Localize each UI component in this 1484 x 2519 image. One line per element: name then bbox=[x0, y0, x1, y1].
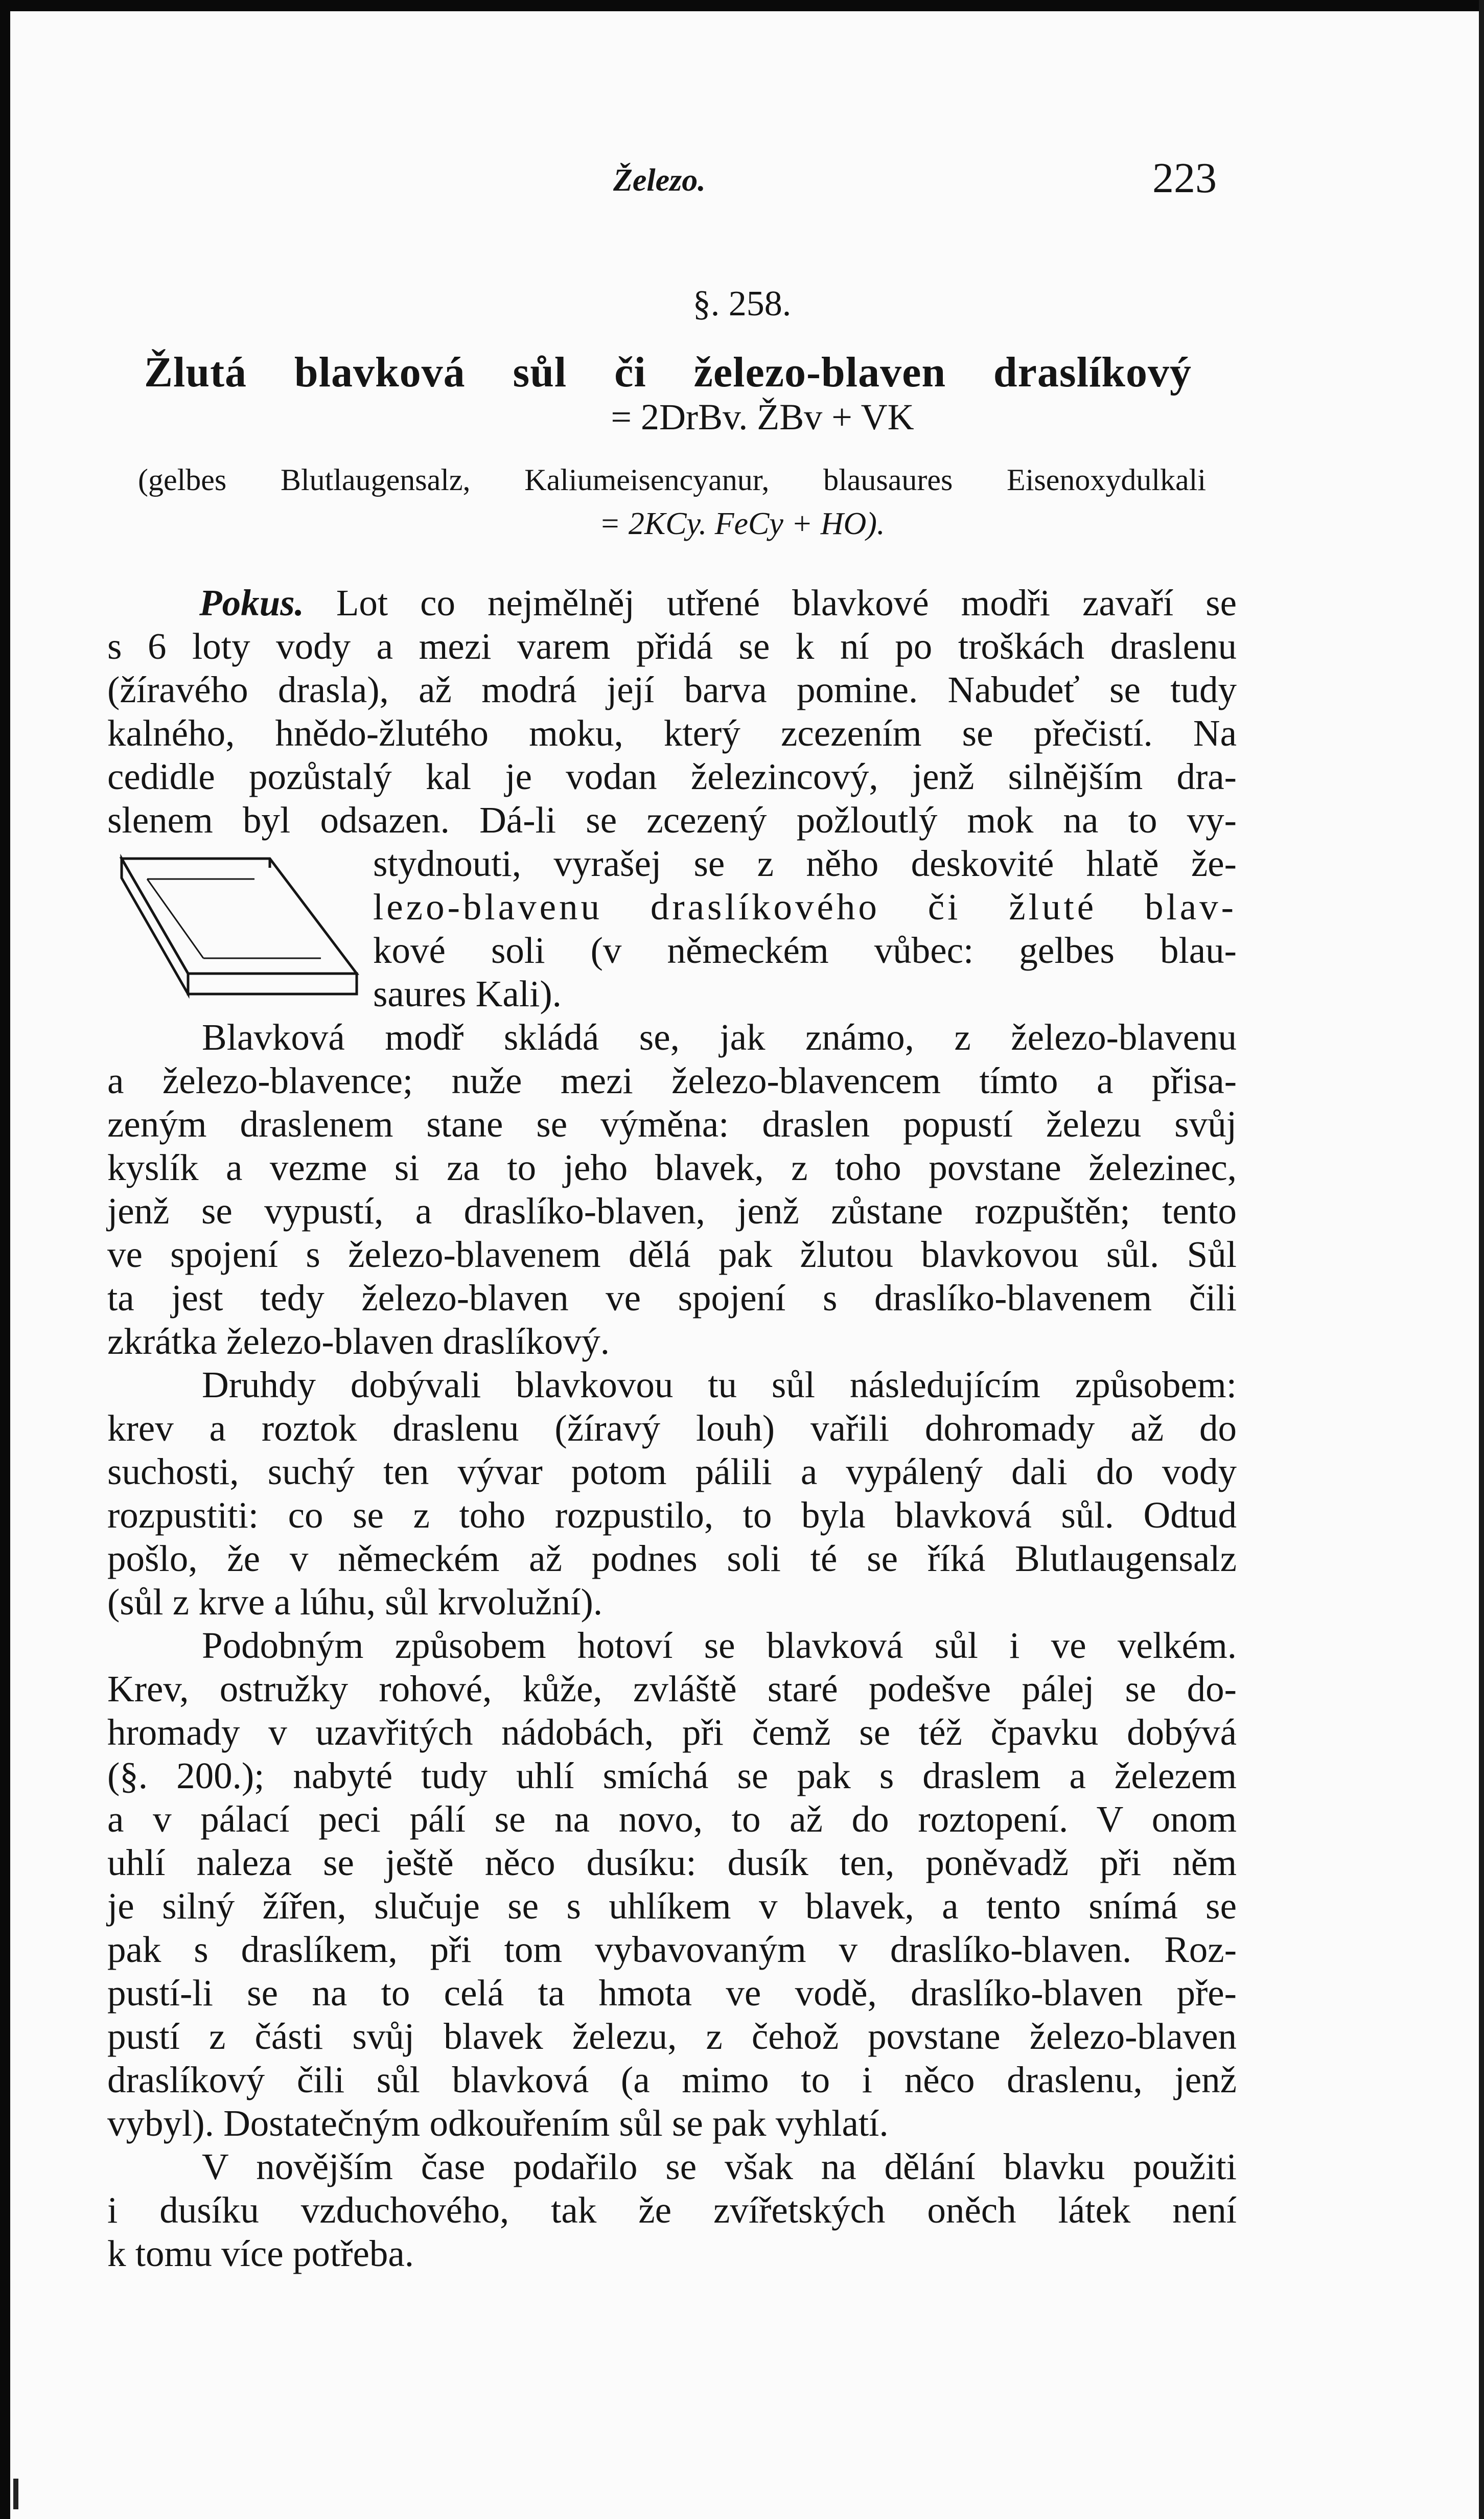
paragraph-2-line-6: ve spojení s železo-blavenem dělá pak žlutou blavkovou sůl. Sůl bbox=[107, 1234, 1237, 1275]
section-title: Žlutá blavková sůl či železo-blaven draslíkový bbox=[144, 349, 1192, 396]
paragraph-3-line-6: (sůl z krve a lúhu, sůl krvolužní). bbox=[107, 1581, 603, 1623]
paragraph-4-line-5: a v pálací peci pálí se na novo, to až do roztopení. V onom bbox=[107, 1798, 1237, 1840]
paragraph-2-line-7: ta jest tedy železo-blaven ve spojení s draslíko-blavenem čili bbox=[107, 1277, 1237, 1319]
paragraph-2-line-8: zkrátka železo-blaven draslíkový. bbox=[107, 1321, 610, 1362]
scan-corner-mark bbox=[13, 2479, 18, 2509]
paragraph-1-line-10: saures Kali). bbox=[373, 973, 562, 1014]
paragraph-3-line-3: suchosti, suchý ten vývar potom pálili a vypálený dali do vody bbox=[107, 1451, 1237, 1492]
paragraph-4-line-12: vybyl). Dostatečným odkouřením sůl se pak vyhlatí. bbox=[107, 2102, 889, 2144]
paragraph-4-line-1: Podobným způsobem hotoví se blavková sůl i ve velkém. bbox=[202, 1625, 1237, 1666]
paragraph-1-line-1-text: Lot co nejmělněj utřené blavkové modři zavaří se bbox=[336, 582, 1237, 623]
paragraph-4-line-10: pustí z části svůj blavek železu, z čehož povstane železo-blaven bbox=[107, 2016, 1237, 2057]
scan-border-top bbox=[0, 0, 1484, 11]
scan-border-left bbox=[0, 0, 10, 2519]
paragraph-1-line-9: kové soli (v německém vůbec: gelbes blau- bbox=[373, 930, 1237, 971]
formula-czech-text: = 2DrBv. ŽBv + VK bbox=[611, 397, 914, 437]
section-number: §. 258. bbox=[692, 284, 792, 323]
paragraph-1-line-7: stydnouti, vyrašej se z něho deskovité hlatě že- bbox=[373, 843, 1237, 884]
pokus-label: Pokus. bbox=[199, 582, 304, 623]
paragraph-1-line-8: lezo-blavenu draslíkového či žluté blav- bbox=[373, 886, 1237, 928]
paragraph-2-line-2: a železo-blavence; nuže mezi železo-blavencem tímto a přisa- bbox=[107, 1060, 1237, 1101]
page-number: 223 bbox=[1152, 154, 1217, 202]
paragraph-5-line-2: i dusíku vzduchového, tak že zvířetských oněch látek není bbox=[107, 2189, 1237, 2231]
paragraph-3-line-2: krev a roztok draslenu (žíravý louh) vařili dohromady až do bbox=[107, 1407, 1237, 1449]
paragraph-4-line-3: hromady v uzavřitých nádobách, při čemž se též čpavku dobývá bbox=[107, 1712, 1237, 1753]
paragraph-2-line-4: kyslík a vezme si za to jeho blavek, z toho povstane železinec, bbox=[107, 1147, 1237, 1188]
paragraph-3-line-1: Druhdy dobývali blavkovou tu sůl následujícím způsobem: bbox=[202, 1364, 1237, 1405]
paragraph-1-line-4: kalného, hnědo-žlutého moku, který zcezením se přečistí. Na bbox=[107, 712, 1237, 754]
paragraph-1-line-1 bbox=[107, 580, 1237, 626]
paragraph-4-line-9: pustí-li se na to celá ta hmota ve vodě, draslíko-blaven pře- bbox=[107, 1972, 1237, 2014]
paragraph-2-line-5: jenž se vypustí, a draslíko-blaven, jenž zůstane rozpuštěn; tento bbox=[107, 1190, 1237, 1232]
running-header-title: Železo. bbox=[613, 163, 706, 198]
formula-czech bbox=[0, 396, 1484, 438]
paragraph-4-line-8: pak s draslíkem, při tom vybavovaným v draslíko-blaven. Roz- bbox=[107, 1929, 1237, 1970]
formula-chemical: = 2KCy. FeCy + HO). bbox=[599, 506, 885, 541]
paragraph-1-line-2: s 6 loty vody a mezi varem přidá se k ní po troškách draslenu bbox=[107, 626, 1237, 667]
paragraph-2-line-3: zeným draslenem stane se výměna: draslen popustí železu svůj bbox=[107, 1103, 1237, 1145]
paragraph-1-line-5: cedidle pozůstalý kal je vodan železincový, jenž silnějším dra- bbox=[107, 756, 1237, 797]
paragraph-4-line-7: je silný žířen, slučuje se s uhlíkem v blavek, a tento snímá se bbox=[107, 1885, 1237, 1927]
german-names: (gelbes Blutlaugensalz, Kaliumeisencyanur, blausaures Eisenoxydulkali bbox=[138, 463, 1206, 497]
paragraph-4-line-2: Krev, ostružky rohové, kůže, zvláště staré podešve pálej se do- bbox=[107, 1668, 1237, 1709]
scan-border-right bbox=[1479, 0, 1484, 2519]
paragraph-4-line-4: (§. 200.); nabyté tudy uhlí smíchá se pak s draslem a železem bbox=[107, 1755, 1237, 1796]
paragraph-4-line-6: uhlí naleza se ještě něco dusíku: dusík ten, poněvadž při něm bbox=[107, 1842, 1237, 1883]
paragraph-1-line-6: slenem byl odsazen. Dá-li se zcezený požloutlý mok na to vy- bbox=[107, 799, 1237, 841]
paragraph-5-line-1: V novějším čase podařilo se však na dělání blavku použiti bbox=[202, 2146, 1237, 2187]
paragraph-1-line-3: (žíravého drasla), až modrá její barva pomine. Nabudeť se tudy bbox=[107, 669, 1237, 710]
paragraph-2-line-1: Blavková modř skládá se, jak známo, z železo-blavenu bbox=[202, 1016, 1237, 1058]
paragraph-4-line-11: draslíkový čili sůl blavková (a mimo to i něco draslenu, jenž bbox=[107, 2059, 1237, 2100]
paragraph-5-line-3: k tomu více potřeba. bbox=[107, 2233, 414, 2274]
crystal-plate-drawing bbox=[117, 848, 362, 1004]
paragraph-3-line-4: rozpustiti: co se z toho rozpustilo, to byla blavková sůl. Odtud bbox=[107, 1494, 1237, 1536]
paragraph-3-line-5: pošlo, že v německém až podnes soli té se říká Blutlaugensalz bbox=[107, 1538, 1237, 1579]
